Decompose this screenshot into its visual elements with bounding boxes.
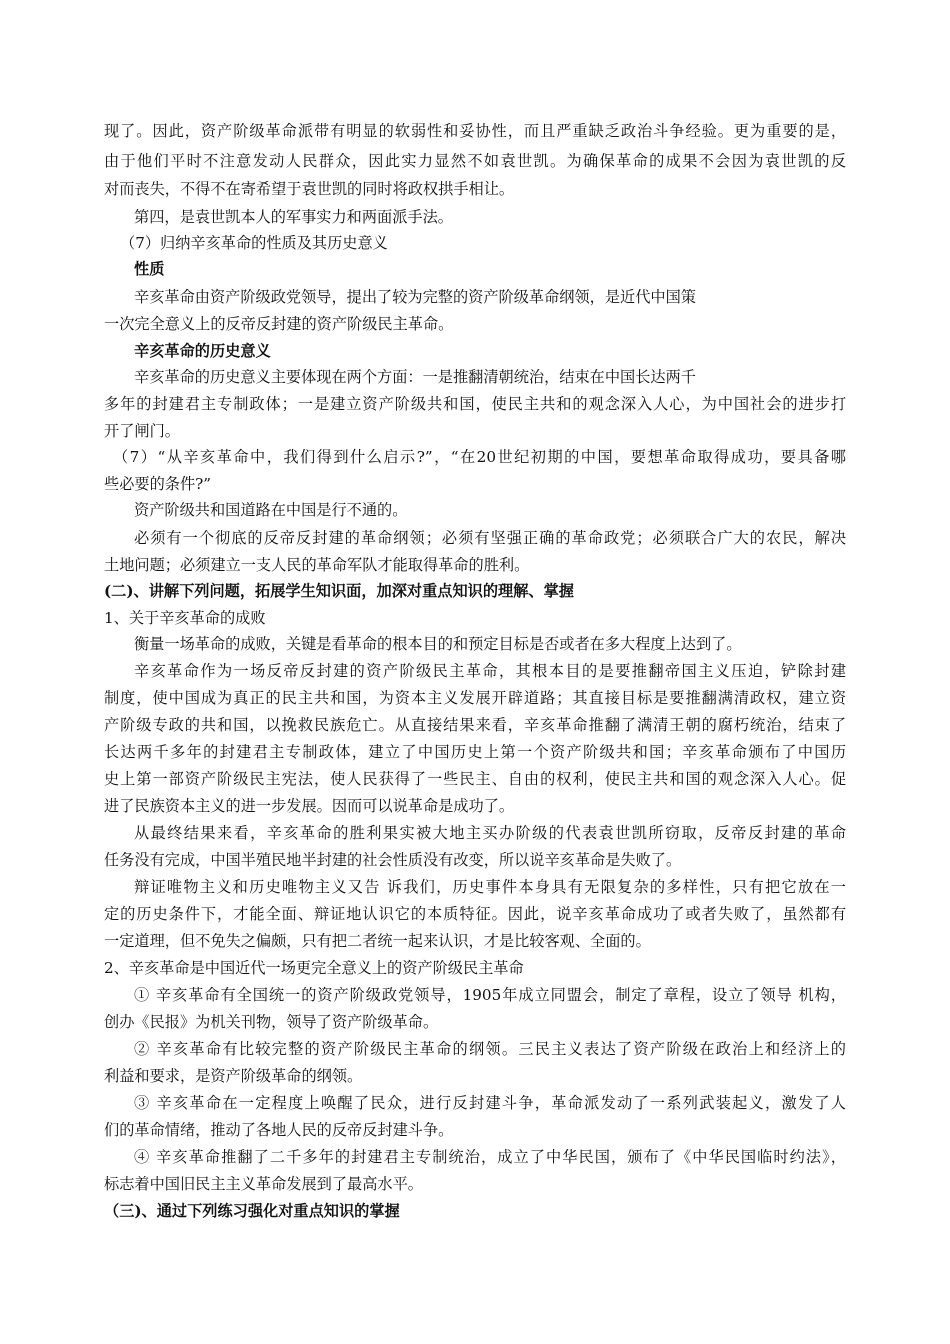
paragraph-line: 开了闸门。 [104, 422, 180, 440]
paragraph-line: 定的历史条件下，才能全面、辩证地认识它的本质特征。因此，说辛亥革命成功了或者失败了，虽然都有 [104, 905, 846, 923]
paragraph-line: 制度，使中国成为真正的民主共和国，为资本主义发展开辟道路；其直接目标是要推翻满清政权，建立资 [104, 689, 846, 707]
list-item: ① 辛亥革命有全国统一的资产阶级政党领导，1905年成立同盟会，制定了章程，设立了领导 机构， [134, 986, 846, 1004]
sub-heading: 辛亥革命的历史意义 [134, 342, 271, 360]
sub-heading: 1、关于辛亥革命的成败 [104, 609, 266, 627]
section-heading: （7）“从辛亥革命中，我们得到什么启示?”，“在20世纪初期的中国，要想革命取得成功，要具备哪 [113, 448, 846, 466]
paragraph-line: 利益和要求，是资产阶级革命的纲领。 [104, 1067, 363, 1085]
list-item: ③ 辛亥革命在一定程度上唤醒了民众，进行反封建斗争，革命派发动了一系列武装起义，激发了人 [134, 1094, 846, 1112]
paragraph-line: 辩证唯物主义和历史唯物主义又告 诉我们，历史事件本身具有无限复杂的多样性，只有把它放在一 [134, 878, 846, 896]
paragraph-line: 创办《民报》为机关刊物，领导了资产阶级革命。 [104, 1013, 439, 1031]
paragraph-line: 辛亥革命由资产阶级政党领导，提出了较为完整的资产阶级革命纲领，是近代中国策 [134, 288, 696, 306]
paragraph-line: 一定道理，但不免失之偏颇，只有把二者统一起来认识，才是比较客观、全面的。 [104, 932, 651, 950]
paragraph-line: 长达两千多年的封建君主专制政体，建立了中国历史上第一个资产阶级共和国；辛亥革命颁布了中国历 [104, 743, 846, 761]
paragraph-line: 资产阶级共和国道路在中国是行不通的。 [134, 501, 408, 519]
paragraph-line: 些必要的条件?” [104, 475, 212, 493]
paragraph-line: 辛亥革命作为一场反帝反封建的资产阶级民主革命，其根本目的是要推翻帝国主义压迫，铲除封建 [134, 662, 846, 680]
sub-heading: 性质 [134, 260, 165, 278]
paragraph-line: 多年的封建君主专制政体；一是建立资产阶级共和国，使民主共和的观念深入人心，为中国社会的进步打 [104, 395, 846, 413]
paragraph-line: 土地问题；必须建立一支人民的革命军队才能取得革命的胜利。 [104, 556, 530, 574]
paragraph-line: 现了。因此，资产阶级革命派带有明显的软弱性和妥协性，而且严重缺乏政治斗争经验。更为重要的是， [104, 122, 846, 140]
paragraph-line: 一次完全意义上的反帝反封建的资产阶级民主革命。 [104, 315, 454, 333]
paragraph-line: 们的革命情绪，推动了各地人民的反帝反封建斗争。 [104, 1121, 454, 1139]
paragraph-line: 辛亥革命的历史意义主要体现在两个方面：一是推翻清朝统治，结束在中国长达两千 [134, 368, 696, 386]
paragraph-line: 进了民族资本主义的进一步发展。因而可以说革命是成功了。 [104, 797, 515, 815]
paragraph-line: 对而丧失，不得不在寄希望于袁世凯的同时将政权拱手相让。 [104, 180, 515, 198]
paragraph-line: 衡量一场革命的成败，关键是看革命的根本目的和预定目标是否或者在多大程度上达到了。 [134, 635, 742, 653]
paragraph-line: 任务没有完成，中国半殖民地半封建的社会性质没有改变，所以说辛亥革命是失败了。 [104, 851, 682, 869]
paragraph-line: 标志着中国旧民主主义革命发展到了最高水平。 [104, 1175, 423, 1193]
paragraph-line: 从最终结果来看，辛亥革命的胜利果实被大地主买办阶级的代表袁世凯所窃取，反帝反封建的革命 [134, 824, 846, 842]
paragraph-line: 第四，是袁世凯本人的军事实力和两面派手法。 [134, 208, 453, 226]
paragraph-line: 由于他们平时不注意发动人民群众，因此实力显然不如袁世凯。为确保革命的成果不会因为袁世凯的反 [104, 152, 846, 170]
list-item: ② 辛亥革命有比较完整的资产阶级民主革命的纲领。三民主义表达了资产阶级在政治上和经济上的 [134, 1040, 846, 1058]
section-heading: (二)、讲解下列问题，拓展学生知识面，加深对重点知识的理解、掌握 [104, 582, 574, 600]
paragraph-line: 史上第一部资产阶级民主宪法，使人民获得了一些民主、自由的权利，使民主共和国的观念深入人心。促 [104, 770, 846, 788]
section-heading: （三)、通过下列练习强化对重点知识的掌握 [104, 1202, 400, 1220]
list-item: ④ 辛亥革命推翻了二千多年的封建君主专制统治，成立了中华民国，颁布了《中华民国临时约法》， [134, 1148, 846, 1166]
paragraph-line: 必须有一个彻底的反帝反封建的革命纲领；必须有坚强正确的革命政党；必须联合广大的农民，解决 [134, 529, 846, 547]
section-heading: （7）归纳辛亥革命的性质及其历史意义 [120, 234, 388, 252]
paragraph-line: 产阶级专政的共和国，以挽救民族危亡。从直接结果来看，辛亥革命推翻了满清王朝的腐朽统治，结束了 [104, 716, 846, 734]
sub-heading: 2、辛亥革命是中国近代一场更完全意义上的资产阶级民主革命 [104, 959, 524, 977]
